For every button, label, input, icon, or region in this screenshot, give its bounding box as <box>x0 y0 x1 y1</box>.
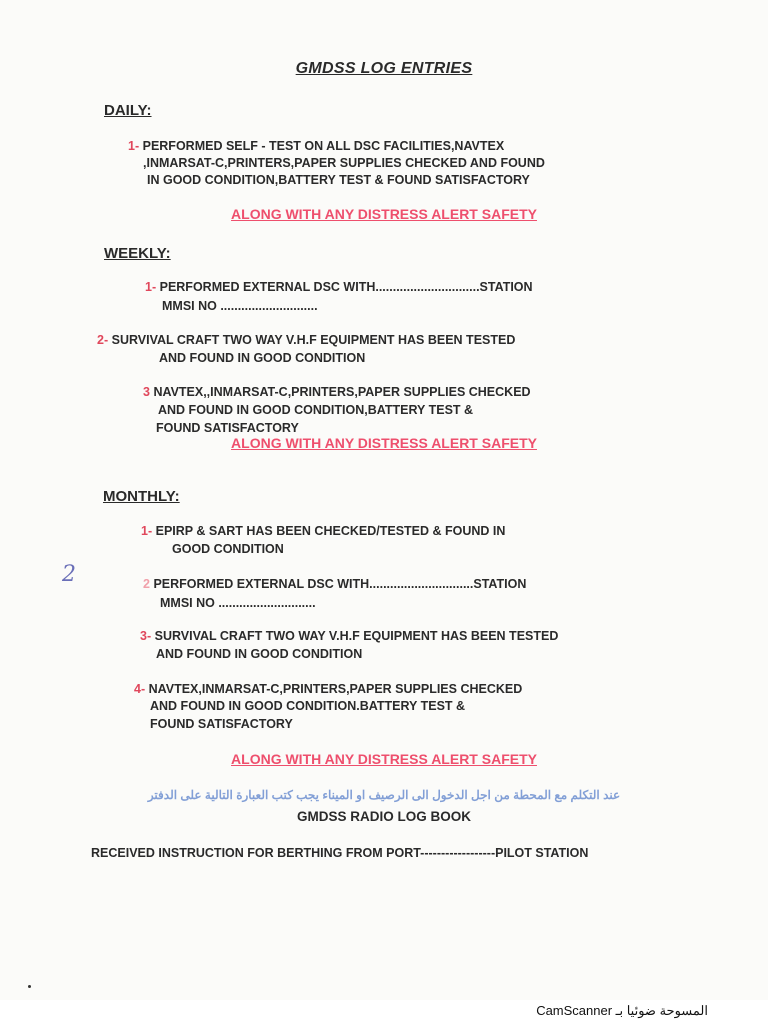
weekly-item-3-text: NAVTEX,,INMARSAT-C,PRINTERS,PAPER SUPPLIES CHECKED <box>153 385 531 399</box>
weekly-heading: WEEKLY: <box>104 245 171 262</box>
scan-speck <box>28 985 31 988</box>
weekly-item-2-line-2: AND FOUND IN GOOD CONDITION <box>159 351 366 365</box>
arabic-instruction-note: عند التكلم مع المحطة من اجل الدخول الى الرصيف او الميناء يجب كتب العبارة التالية على الدفتر <box>147 788 621 802</box>
monthly-item-3-line-2: AND FOUND IN GOOD CONDITION <box>156 647 363 661</box>
weekly-item-3-line-3: FOUND SATISFACTORY <box>156 421 299 435</box>
daily-item-1-text: PERFORMED SELF - TEST ON ALL DSC FACILITIES,NAVTEX <box>142 139 505 153</box>
monthly-item-2-line-1 <box>143 575 526 593</box>
monthly-item-1-text: EPIRP & SART HAS BEEN CHECKED/TESTED & FOUND IN <box>155 524 506 538</box>
weekly-item-1-line-2: MMSI NO ............................ <box>162 299 318 313</box>
document-title: GMDSS LOG ENTRIES <box>295 60 473 77</box>
daily-alert-note: ALONG WITH ANY DISTRESS ALERT SAFETY <box>231 206 537 222</box>
handwritten-mark: 2 <box>62 562 76 587</box>
camscanner-watermark: CamScanner المسوحة ضوئيا بـ <box>536 1003 708 1018</box>
monthly-item-4-line-1 <box>134 680 522 698</box>
daily-item-1-number: 1- <box>128 139 140 153</box>
weekly-item-2-text: SURVIVAL CRAFT TWO WAY V.H.F EQUIPMENT HAS BEEN TESTED <box>111 333 516 347</box>
weekly-item-3-line-2: AND FOUND IN GOOD CONDITION,BATTERY TEST & <box>158 403 474 417</box>
monthly-item-4-number: 4- <box>134 682 146 696</box>
monthly-item-4-text: NAVTEX,INMARSAT-C,PRINTERS,PAPER SUPPLIES CHECKED <box>148 682 523 696</box>
daily-item-1-line-1 <box>128 137 504 155</box>
weekly-item-3-line-1 <box>143 383 531 401</box>
weekly-item-3-number: 3 <box>143 385 150 399</box>
weekly-item-2-number: 2- <box>97 333 109 347</box>
monthly-item-1-line-2: GOOD CONDITION <box>172 542 284 556</box>
monthly-item-2-text: PERFORMED EXTERNAL DSC WITH..............................STATION <box>153 577 527 591</box>
monthly-heading: MONTHLY: <box>103 488 180 505</box>
weekly-alert-note: ALONG WITH ANY DISTRESS ALERT SAFETY <box>231 435 537 451</box>
monthly-item-3-line-1 <box>140 627 558 645</box>
monthly-item-2-number: 2 <box>143 577 150 591</box>
weekly-item-1-number: 1- <box>145 280 157 294</box>
monthly-item-3-number: 3- <box>140 629 152 643</box>
monthly-item-2-line-2: MMSI NO ............................ <box>160 596 316 610</box>
weekly-item-1-line-1 <box>145 278 533 296</box>
daily-item-1-line-2: ,INMARSAT-C,PRINTERS,PAPER SUPPLIES CHECKED AND FOUND <box>143 156 545 170</box>
daily-item-1-line-3: IN GOOD CONDITION,BATTERY TEST & FOUND SATISFACTORY <box>147 173 530 187</box>
monthly-item-1-line-1 <box>141 522 505 540</box>
monthly-item-3-text: SURVIVAL CRAFT TWO WAY V.H.F EQUIPMENT HAS BEEN TESTED <box>154 629 559 643</box>
weekly-item-2-line-1 <box>97 331 515 349</box>
monthly-alert-note: ALONG WITH ANY DISTRESS ALERT SAFETY <box>231 751 537 767</box>
monthly-item-4-line-3: FOUND SATISFACTORY <box>150 717 293 731</box>
logbook-title: GMDSS RADIO LOG BOOK <box>296 809 471 824</box>
monthly-item-1-number: 1- <box>141 524 153 538</box>
monthly-item-4-line-2: AND FOUND IN GOOD CONDITION.BATTERY TEST & <box>150 699 466 713</box>
daily-heading: DAILY: <box>104 102 152 119</box>
berthing-instruction-line: RECEIVED INSTRUCTION FOR BERTHING FROM PORT------------------PILOT STATION <box>91 846 589 860</box>
weekly-item-1-text: PERFORMED EXTERNAL DSC WITH..............................STATION <box>159 280 533 294</box>
